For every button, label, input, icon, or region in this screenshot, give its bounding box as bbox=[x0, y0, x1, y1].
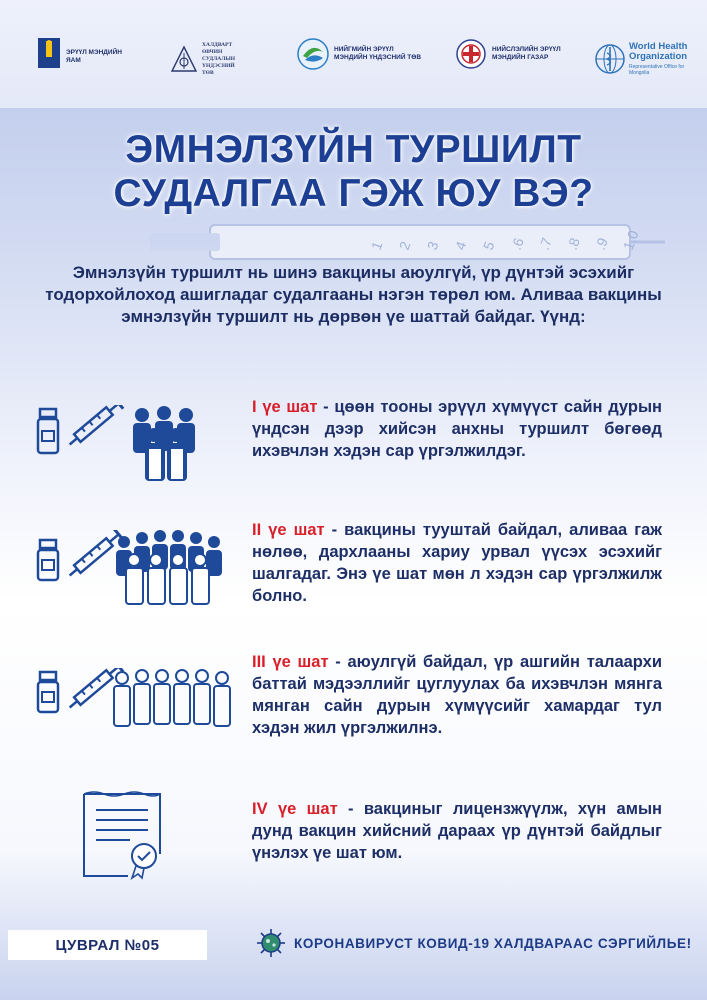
phase-1-label: I үе шат bbox=[252, 398, 318, 416]
infectious-disease-center-label: ХАЛДВАРТ ӨВЧИН СУДЛАЛЫН ҮНДЭСНИЙ ТӨВ bbox=[202, 42, 236, 76]
syringe-scale-label: .8 bbox=[563, 235, 583, 253]
people-crowd-icon bbox=[114, 670, 230, 726]
certificate-icon bbox=[80, 790, 170, 880]
phase-2-text bbox=[252, 519, 662, 607]
vaccine-large-group-icon bbox=[36, 668, 246, 748]
vaccine-small-group-icon bbox=[36, 405, 246, 485]
who-logo bbox=[594, 42, 697, 76]
syringe-icon bbox=[65, 405, 123, 450]
phase-4-label: IV үе шат bbox=[252, 800, 338, 818]
seal-icon bbox=[132, 844, 156, 878]
vial-icon bbox=[38, 672, 58, 712]
footer-slogan: КОРОНАВИРУСТ КОВИД-19 ХАЛДВАРААС СЭРГИЙЛЬЕ! bbox=[294, 935, 692, 951]
syringe-scale-label: 1 bbox=[367, 239, 386, 253]
syringe-scale-label: 5 bbox=[479, 239, 498, 253]
header-bar bbox=[0, 0, 707, 108]
public-health-center-logo bbox=[297, 38, 424, 70]
syringe-scale-label: 2 bbox=[395, 239, 414, 253]
who-title: World Health Organization bbox=[629, 41, 688, 62]
city-health-department-logo bbox=[455, 38, 562, 70]
people-group-icon bbox=[133, 406, 195, 481]
phase-1-text bbox=[252, 396, 662, 462]
series-number: ЦУВРАЛ №05 bbox=[8, 930, 207, 960]
ministry-of-health-label: ЭРҮҮЛ МЭНДИЙН ЯАМ bbox=[66, 49, 122, 64]
who-emblem-icon bbox=[594, 43, 626, 75]
syringe-scale-label: .6 bbox=[507, 235, 527, 253]
public-health-center-label: НИЙГМИЙН ЭРҮҮЛ МЭНДИЙН ҮНДЭСНИЙ ТӨВ bbox=[334, 46, 422, 61]
infectious-disease-center-logo bbox=[170, 42, 242, 77]
vial-icon bbox=[38, 409, 58, 453]
phase-4-text bbox=[252, 798, 662, 864]
phase-4-description: - вакциныг лицензжүүлж, хүн амын дунд вакцин хийсний дараах үр дүнтэй байдлыг үнэлэх үе шат юм. bbox=[252, 800, 662, 862]
footer-slogan-bar bbox=[256, 928, 692, 958]
title-line-1: ЭМНЭЛЗҮЙН ТУРШИЛТ bbox=[125, 128, 582, 171]
page-title bbox=[0, 128, 707, 216]
people-group-icon bbox=[116, 530, 222, 604]
mongolia-emblem-icon bbox=[38, 38, 60, 68]
city-health-department-icon bbox=[455, 38, 487, 70]
vaccine-medium-group-icon bbox=[36, 530, 246, 610]
syringe-scale-label: .9 bbox=[591, 235, 611, 253]
ministry-of-health-logo bbox=[38, 38, 122, 68]
city-health-department-label: НИЙСЛЭЛИЙН ЭРҮҮЛ МЭНДИЙН ГАЗАР bbox=[492, 46, 561, 61]
syringe-scale-label: 4 bbox=[451, 239, 470, 253]
vial-icon bbox=[38, 540, 58, 580]
title-line-2: СУДАЛГАА ГЭЖ ЮУ ВЭ? bbox=[113, 172, 594, 215]
who-subtitle: Representative Office for Mongolia bbox=[629, 64, 685, 76]
phase-3-description: - аюулгүй байдал, үр ашгийн талаархи баттай мэдээллийг цуглуулах ба ихэвчлэн мянга мянган сайн дурын хүмүүсийг хамардаг тул хэдэн жил үргэлжилнэ. bbox=[252, 653, 662, 737]
phase-3-text bbox=[252, 651, 662, 739]
public-health-center-icon bbox=[297, 38, 329, 70]
phase-1-description: - цөөн тооны эрүүл хүмүүст сайн дурын үндсэн дээр хийсэн анхны туршилт бөгөөд ихэвчлэн хэдэн сар үргэлжилдэг. bbox=[252, 398, 663, 460]
syringe-scale-label: .7 bbox=[535, 235, 555, 253]
syringe-icon bbox=[65, 530, 123, 581]
intro-paragraph: Эмнэлзүйн туршилт нь шинэ вакцины аюулгүй, үр дүнтэй эсэхийг тодорхойлоход ашигладаг судалгааны нэгэн төрөл юм. Аливаа вакцины эмнэлзүйн туршилт нь дөрвөн үе шаттай байдаг. Үүнд: bbox=[45, 263, 662, 326]
coronavirus-icon bbox=[256, 928, 286, 958]
phase-2-description: - вакцины тууштай байдал, аливаа гаж нөлөө, дархлааны хариу урвал үүсэх эсэхийг шалгадаг. Энэ үе шат мөн л хэдэн сар үргэлжилж болно. bbox=[252, 521, 662, 605]
syringe-scale-label: 1.0 bbox=[619, 228, 642, 253]
syringe-scale-label: 3 bbox=[423, 239, 442, 253]
phase-2-label: II үе шат bbox=[252, 521, 325, 539]
zoonotic-center-icon bbox=[170, 45, 198, 75]
phase-3-label: III үе шат bbox=[252, 653, 329, 671]
